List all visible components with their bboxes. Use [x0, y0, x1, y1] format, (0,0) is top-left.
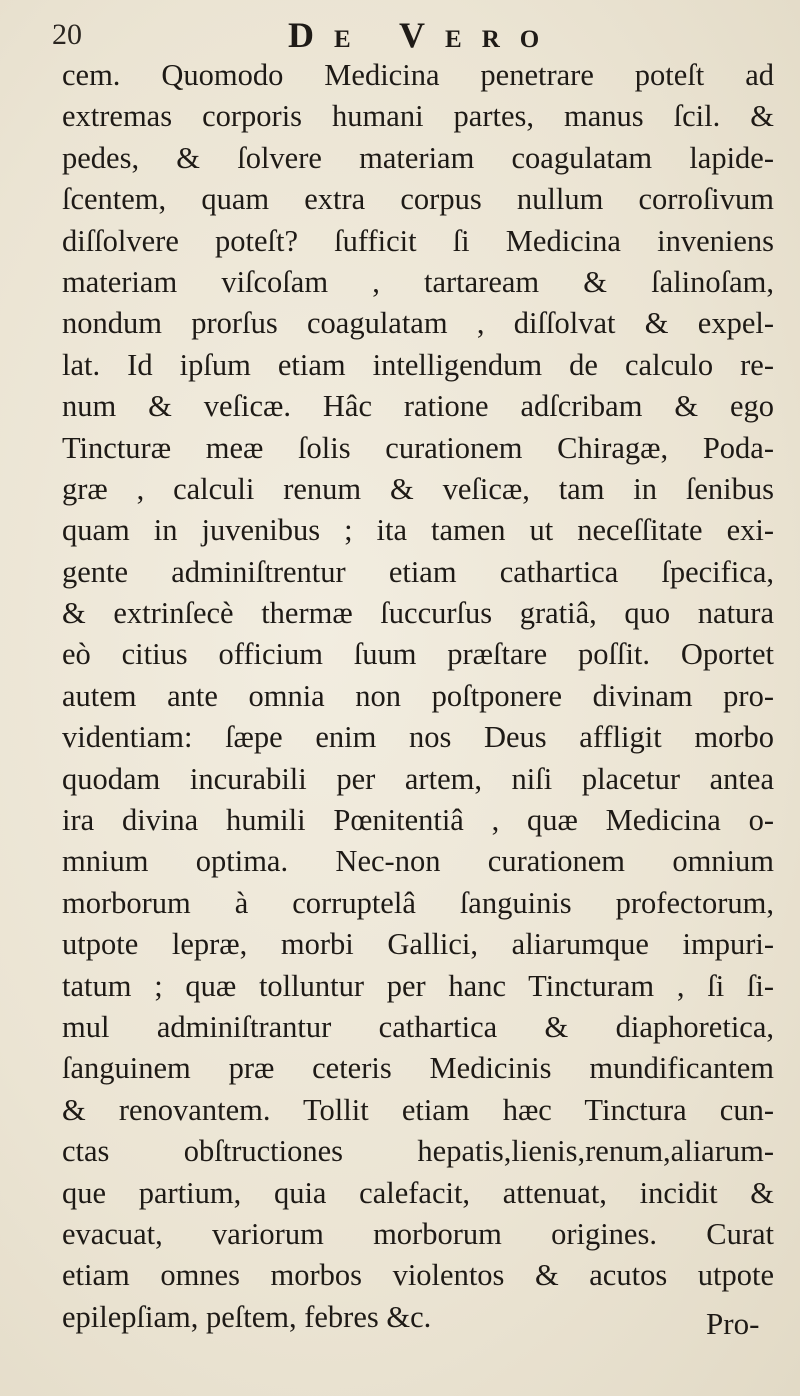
text-line-21: morborum à corruptelâ ſanguinis profectorum, [62, 885, 774, 920]
text-line-25: ſanguinem præ ceteris Medicinis mundificantem [62, 1051, 774, 1086]
text-line-30: etiam omnes morbos violentos & acutos utpote [62, 1258, 774, 1293]
text-line-20: mnium optima. Nec-non curationem omnium [62, 844, 774, 879]
text-line-1: cem. Quomodo Medicina penetrare poteſt ad [62, 58, 774, 92]
text-line-5: diſſolvere poteſt? ſufficit ſi Medicina inveniens [62, 223, 774, 258]
body-text [62, 55, 774, 1338]
text-line-14: & extrinſecè thermæ ſuccurſus gratiâ, quo natura [62, 596, 774, 631]
text-line-3: pedes, & ſolvere materiam coagulatam lapide- [62, 140, 774, 175]
text-line-19: ira divina humili Pœnitentiâ , quæ Medicina o- [62, 803, 774, 838]
text-line-26: & renovantem. Tollit etiam hæc Tinctura cun- [62, 1092, 774, 1127]
text-line-23: tatum ; quæ tolluntur per hanc Tincturam , ſi ſi- [62, 968, 774, 1003]
text-line-4: ſcentem, quam extra corpus nullum corroſivum [62, 182, 774, 217]
text-line-9: num & veſicæ. Hâc ratione adſcribam & ego [62, 389, 774, 424]
text-line-15: eò citius officium ſuum præſtare poſſit. Oportet [62, 637, 774, 672]
text-line-22: utpote lepræ, morbi Gallici, aliarumque impuri- [62, 927, 774, 962]
text-line-29: evacuat, variorum morborum origines. Curat [62, 1216, 774, 1251]
text-line-12: quam in juvenibus ; ita tamen ut neceſſitate exi- [62, 513, 774, 548]
text-line-18: quodam incurabili per artem, niſi placetur antea [62, 761, 774, 796]
text-line-28: que partium, quia calefacit, attenuat, incidit & [62, 1175, 774, 1210]
text-line-17: videntiam: ſæpe enim nos Deus affligit morbo [62, 720, 774, 755]
text-line-2: extremas corporis humani partes, manus ſcil. & [62, 99, 774, 134]
catchword: Pro- [706, 1306, 760, 1341]
text-line-10: Tincturæ meæ ſolis curationem Chiragæ, Poda- [62, 430, 774, 465]
text-line-16: autem ante omnia non poſtponere divinam pro- [62, 678, 774, 713]
text-line-6: materiam viſcoſam , tartaream & ſalinoſam, [62, 264, 774, 299]
text-line-31: epilepſiam, peſtem, febres &c. [62, 1299, 432, 1334]
text-line-27: ctas obſtructiones hepatis,lienis,renum,aliarum- [62, 1134, 774, 1169]
page-number: 20 [52, 18, 82, 51]
text-line-24: mul adminiſtrantur cathartica & diaphoretica, [62, 1009, 774, 1044]
page-header [52, 14, 760, 55]
running-title: De Vero [288, 15, 560, 55]
text-line-13: gente adminiſtrentur etiam cathartica ſpecifica, [62, 554, 774, 589]
text-line-7: nondum prorſus coagulatam , diſſolvat & expel- [62, 306, 774, 341]
text-line-11: græ , calculi renum & veſicæ, tam in ſenibus [62, 471, 774, 506]
text-line-8: lat. Id ipſum etiam intelligendum de calculo re- [62, 347, 774, 382]
